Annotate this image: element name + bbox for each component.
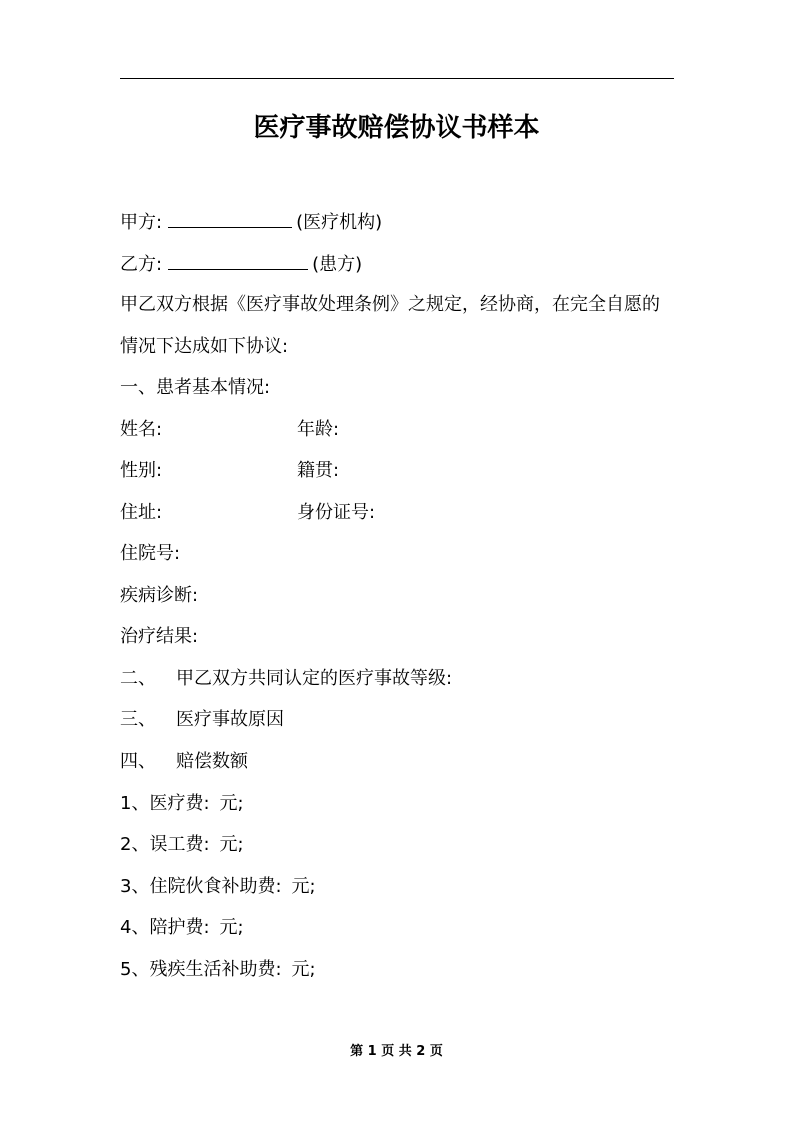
section-2-text: 甲乙双方共同认定的医疗事故等级: [176,668,453,689]
field-hospital-number: 住院号: [120,543,181,564]
compensation-item-label: 3、住院伙食补助费: [120,876,282,897]
field-origin: 籍贯: [297,460,340,481]
party-a-blank [168,209,292,228]
section-2-number: 二、 [120,668,156,689]
compensation-item-label: 2、误工费: [120,834,210,855]
party-a-role: (医疗机构) [296,212,383,233]
party-b-blank [168,251,308,270]
compensation-item-unit: 元; [291,959,316,980]
document-title: 医疗事故赔偿协议书样本 [253,113,540,143]
section-3-heading [120,707,284,733]
field-address: 住址: [120,502,163,523]
section-4-text: 赔偿数额 [176,751,248,772]
compensation-item [120,791,244,817]
intro-line-2: 情况下达成如下协议: [120,336,289,357]
section-3-number: 三、 [120,709,156,730]
party-b-role: (患方) [312,254,363,275]
section-2-heading [120,666,452,692]
compensation-item [120,874,316,900]
compensation-item-unit: 元; [291,876,316,897]
section-1-heading: 一、患者基本情况: [120,377,271,398]
field-gender: 性别: [120,460,163,481]
intro-line-1: 甲乙双方根据《医疗事故处理条例》之规定，经协商，在完全自愿的 [120,294,660,315]
compensation-item-label: 1、医疗费: [120,793,210,814]
field-treatment-result: 治疗结果: [120,626,199,647]
compensation-item-label: 5、残疾生活补助费: [120,959,282,980]
compensation-item [120,915,244,941]
compensation-item [120,832,244,858]
party-a-line [120,209,382,236]
party-b-label: 乙方: [120,254,163,275]
party-b-line [120,251,362,278]
field-age: 年龄: [297,419,340,440]
field-id-number: 身份证号: [297,502,376,523]
compensation-item-label: 4、陪护费: [120,917,210,938]
party-a-label: 甲方: [120,212,163,233]
section-3-text: 医疗事故原因 [176,709,284,730]
field-name: 姓名: [120,419,163,440]
compensation-item-unit: 元; [219,793,244,814]
page-indicator: 第 1 页 共 2 页 [350,1044,443,1059]
compensation-item-unit: 元; [219,917,244,938]
section-4-number: 四、 [120,751,156,772]
compensation-item [120,957,316,983]
section-4-heading [120,749,248,775]
header-rule [120,78,674,79]
field-diagnosis: 疾病诊断: [120,585,199,606]
compensation-item-unit: 元; [219,834,244,855]
